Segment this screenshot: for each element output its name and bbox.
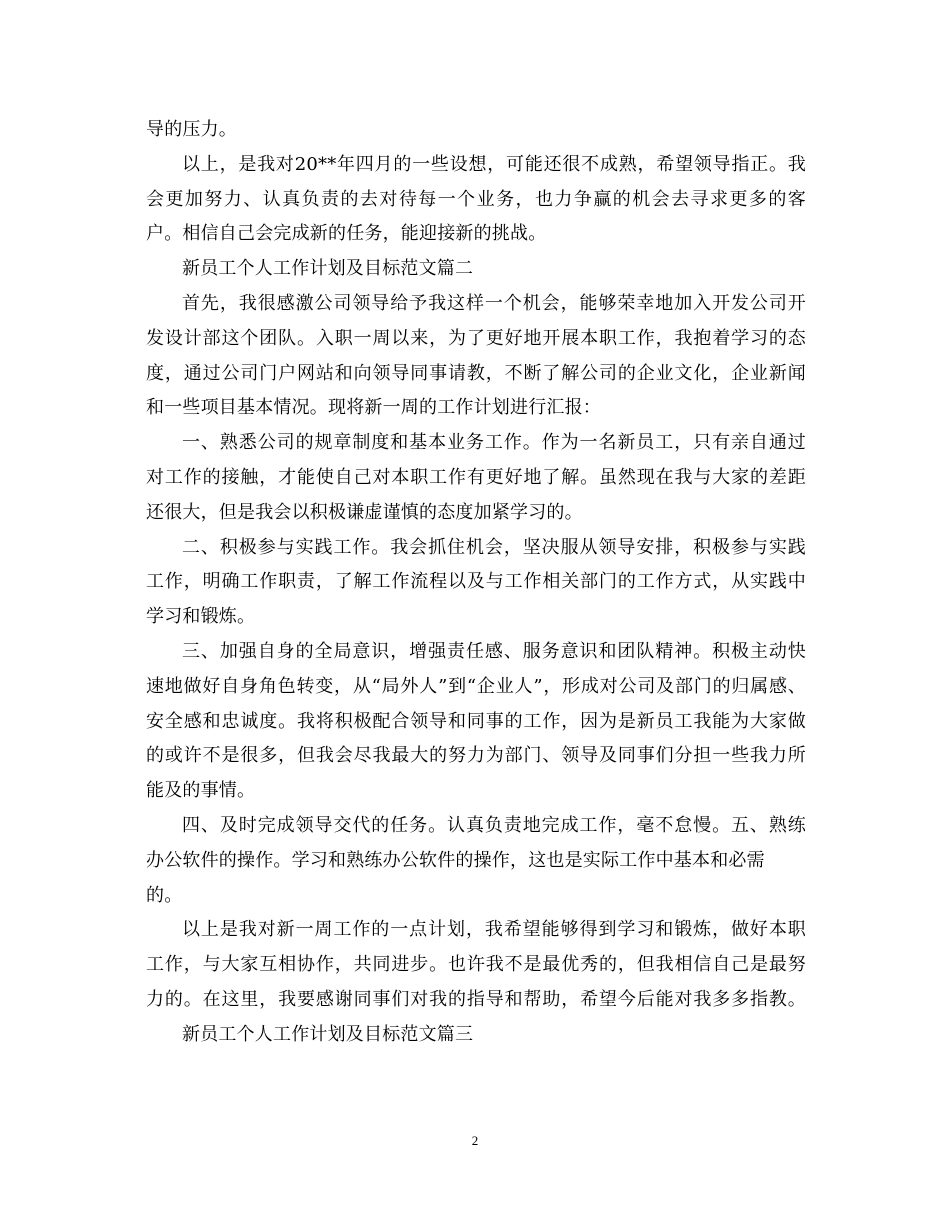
paragraph-line: 办公软件的操作。学习和熟练办公软件的操作，这也是实际工作中基本和必需 [146,849,765,871]
paragraph-line: 的。 [146,884,183,906]
paragraph-first-line: 新员工个人工作计划及目标范文篇三 [182,1023,474,1045]
paragraph-line: 能及的事情。 [146,780,256,802]
paragraph-first-line: 三、加强自身的全局意识，增强责任感、服务意识和团队精神。积极主动快 [182,640,806,662]
paragraph-first-line: 首先，我很感激公司领导给予我这样一个机会，能够荣幸地加入开发公司开 [182,292,806,314]
paragraph-line: 工作，明确工作职责，了解工作流程以及与工作相关部门的工作方式，从实践中 [146,571,806,593]
paragraph-first-line: 以上，是我对20**年四月的一些设想，可能还很不成熟，希望领导指正。我 [182,153,806,175]
paragraph-first-line: 二、积极参与实践工作。我会抓住机会，坚决服从领导安排，积极参与实践 [182,536,806,558]
paragraph-line: 导的压力。 [146,119,237,140]
paragraph-line: 对工作的接触，才能使自己对本职工作有更好地了解。虽然现在我与大家的差距 [146,466,806,488]
paragraph-first-line: 一、熟悉公司的规章制度和基本业务工作。作为一名新员工，只有亲自通过 [182,432,806,454]
paragraph-line: 和一些项目基本情况。现将新一周的工作计划进行汇报： [146,397,601,419]
paragraph-line: 度，通过公司门户网站和向领导同事请教，不断了解公司的企业文化，企业新闻 [146,362,806,384]
paragraph-line: 力的。在这里，我要感谢同事们对我的指导和帮助，希望今后能对我多多指教。 [146,988,806,1010]
paragraph-line: 工作，与大家互相协作，共同进步。也许我不是最优秀的，但我相信自己是最努 [146,954,806,976]
paragraph-line: 学习和锻炼。 [146,606,256,628]
paragraph-first-line: 新员工个人工作计划及目标范文篇二 [182,258,474,280]
paragraph-first-line: 四、及时完成领导交代的任务。认真负责地完成工作，毫不怠慢。五、熟练 [182,814,806,836]
paragraph-line: 户。相信自己会完成新的任务，能迎接新的挑战。 [146,223,547,245]
document-body [146,113,806,1053]
paragraph-line: 的或许不是很多，但我会尽我最大的努力为部门、领导及同事们分担一些我力所 [146,745,806,767]
page-number: 2 [471,1133,479,1148]
paragraph-line: 会更加努力、认真负责的去对待每一个业务，也力争赢的机会去寻求更多的客 [146,188,806,210]
paragraph-line: 发设计部这个团队。入职一周以来，为了更好地开展本职工作，我抱着学习的态 [146,327,806,349]
paragraph-line: 安全感和忠诚度。我将积极配合领导和同事的工作，因为是新员工我能为大家做 [146,710,806,732]
paragraph-first-line: 以上是我对新一周工作的一点计划，我希望能够得到学习和锻炼，做好本职 [182,919,806,941]
paragraph-line: 速地做好自身角色转变，从“局外人”到“企业人”，形成对公司及部门的归属感、 [146,675,806,697]
paragraph-line: 还很大，但是我会以积极谦虚谨慎的态度加紧学习的。 [146,501,583,523]
